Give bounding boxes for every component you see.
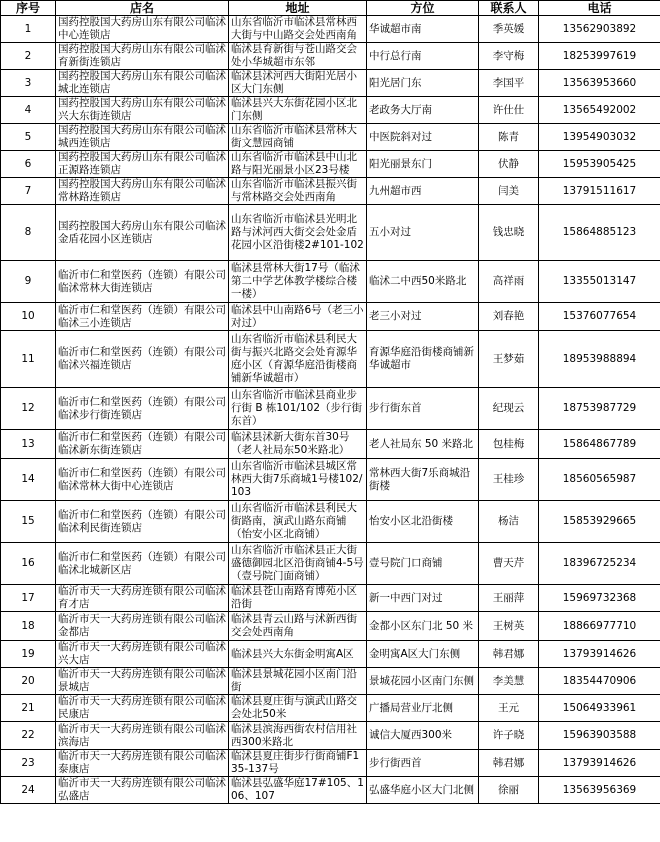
cell-contact: 杨洁 bbox=[479, 501, 539, 543]
cell-contact: 陈青 bbox=[479, 124, 539, 151]
cell-no: 17 bbox=[1, 585, 56, 612]
cell-phone: 18953988894 bbox=[539, 331, 660, 388]
header-address: 地址 bbox=[229, 1, 367, 16]
header-name: 店名 bbox=[56, 1, 229, 16]
cell-address: 山东省临沂市临沭县利民大街路南，演武山路东商铺（怡安小区北商铺） bbox=[229, 501, 367, 543]
cell-address: 山东省临沂市临沭县光明北路与沭河西大街交会处金盾花园小区沿街楼2#101-102 bbox=[229, 205, 367, 261]
cell-name: 国药控股国大药房山东有限公司临沭城北连锁店 bbox=[56, 70, 229, 97]
table-row bbox=[1, 543, 660, 585]
header-location: 方位 bbox=[367, 1, 479, 16]
table-row bbox=[1, 331, 660, 388]
cell-name: 临沂市仁和堂医药（连锁）有限公司临沭北城新区店 bbox=[56, 543, 229, 585]
cell-location: 广播局营业厅北侧 bbox=[367, 695, 479, 722]
cell-name: 临沂市仁和堂医药（连锁）有限公司临沭利民街连锁店 bbox=[56, 501, 229, 543]
table-row bbox=[1, 16, 660, 43]
table-row bbox=[1, 777, 660, 804]
cell-name: 临沂市仁和堂医药（连锁）有限公司临沭三小连锁店 bbox=[56, 303, 229, 331]
cell-location: 老人社局东 50 米路北 bbox=[367, 430, 479, 459]
cell-contact: 刘春艳 bbox=[479, 303, 539, 331]
cell-address: 临沭县兴大东街金明寓A区 bbox=[229, 641, 367, 668]
cell-no: 5 bbox=[1, 124, 56, 151]
cell-no: 15 bbox=[1, 501, 56, 543]
cell-contact: 李国平 bbox=[479, 70, 539, 97]
cell-name: 临沂市天一大药房连锁有限公司临沭育才店 bbox=[56, 585, 229, 612]
cell-address: 山东省临沂市临沭县中山北路与阳光丽景小区23号楼 bbox=[229, 151, 367, 178]
cell-phone: 18354470906 bbox=[539, 668, 660, 695]
cell-location: 诚信大厦西300米 bbox=[367, 722, 479, 750]
cell-address: 临沭县夏庄街与演武山路交会处北50米 bbox=[229, 695, 367, 722]
cell-location: 常林西大街7乐商城沿街楼 bbox=[367, 459, 479, 501]
cell-contact: 王树英 bbox=[479, 612, 539, 641]
cell-phone: 13563956369 bbox=[539, 777, 660, 804]
cell-phone: 13355013147 bbox=[539, 261, 660, 303]
cell-phone: 15064933961 bbox=[539, 695, 660, 722]
cell-name: 临沂市仁和堂医药（连锁）有限公司临沭常林大街中心连锁店 bbox=[56, 459, 229, 501]
cell-phone: 15376077654 bbox=[539, 303, 660, 331]
header-contact: 联系人 bbox=[479, 1, 539, 16]
cell-address: 山东省临沂市临沭县商业步行街 B 栋101/102（步行街东首） bbox=[229, 388, 367, 430]
cell-phone: 13791511617 bbox=[539, 178, 660, 205]
cell-location: 华诚超市南 bbox=[367, 16, 479, 43]
cell-no: 13 bbox=[1, 430, 56, 459]
cell-no: 7 bbox=[1, 178, 56, 205]
cell-no: 16 bbox=[1, 543, 56, 585]
table-row bbox=[1, 151, 660, 178]
cell-location: 中行总行南 bbox=[367, 43, 479, 70]
table-row bbox=[1, 303, 660, 331]
cell-name: 国药控股国大药房山东有限公司临沭城西连锁店 bbox=[56, 124, 229, 151]
cell-no: 10 bbox=[1, 303, 56, 331]
table-row bbox=[1, 585, 660, 612]
cell-contact: 闫美 bbox=[479, 178, 539, 205]
cell-phone: 15864885123 bbox=[539, 205, 660, 261]
cell-location: 金都小区东门北 50 米 bbox=[367, 612, 479, 641]
cell-phone: 15853929665 bbox=[539, 501, 660, 543]
cell-location: 中医院斜对过 bbox=[367, 124, 479, 151]
cell-contact: 徐丽 bbox=[479, 777, 539, 804]
cell-address: 临沭县青云山路与沭新西街交会处西南角 bbox=[229, 612, 367, 641]
cell-no: 11 bbox=[1, 331, 56, 388]
cell-phone: 13954903032 bbox=[539, 124, 660, 151]
cell-name: 临沂市天一大药房连锁有限公司临沭弘盛店 bbox=[56, 777, 229, 804]
table-row bbox=[1, 261, 660, 303]
cell-phone: 18396725234 bbox=[539, 543, 660, 585]
cell-name: 临沂市天一大药房连锁有限公司临沭兴大店 bbox=[56, 641, 229, 668]
table-row bbox=[1, 43, 660, 70]
cell-address: 山东省临沂市临沭县振兴街与常林路交会处西南角 bbox=[229, 178, 367, 205]
cell-name: 国药控股国大药房山东有限公司临沭正源路连锁店 bbox=[56, 151, 229, 178]
cell-name: 临沂市天一大药房连锁有限公司临沭泰康店 bbox=[56, 750, 229, 777]
cell-phone: 18253997619 bbox=[539, 43, 660, 70]
cell-name: 临沂市仁和堂医药（连锁）有限公司临沭步行街连锁店 bbox=[56, 388, 229, 430]
cell-address: 临沭县景城花园小区南门沿街 bbox=[229, 668, 367, 695]
header-row bbox=[1, 1, 660, 16]
cell-no: 22 bbox=[1, 722, 56, 750]
cell-address: 临沭县沭河西大街阳光居小区大门东侧 bbox=[229, 70, 367, 97]
cell-no: 9 bbox=[1, 261, 56, 303]
table-row bbox=[1, 612, 660, 641]
cell-contact: 纪现云 bbox=[479, 388, 539, 430]
cell-contact: 许仕仕 bbox=[479, 97, 539, 124]
cell-address: 临沭县弘盛华庭17#105、106、107 bbox=[229, 777, 367, 804]
cell-no: 18 bbox=[1, 612, 56, 641]
cell-address: 山东省临沂市临沭县利民大街与振兴北路交会处育源华庭小区（育源华庭沿街楼商铺新华诚超市） bbox=[229, 331, 367, 388]
cell-no: 20 bbox=[1, 668, 56, 695]
cell-contact: 韩君娜 bbox=[479, 750, 539, 777]
cell-phone: 13565492002 bbox=[539, 97, 660, 124]
cell-location: 阳光丽景东门 bbox=[367, 151, 479, 178]
cell-contact: 包桂梅 bbox=[479, 430, 539, 459]
cell-contact: 高祥雨 bbox=[479, 261, 539, 303]
table-row bbox=[1, 722, 660, 750]
table-row bbox=[1, 459, 660, 501]
cell-phone: 13562903892 bbox=[539, 16, 660, 43]
cell-name: 国药控股国大药房山东有限公司临沭金盾花园小区连锁店 bbox=[56, 205, 229, 261]
table-row bbox=[1, 430, 660, 459]
cell-name: 临沂市天一大药房连锁有限公司临沭民康店 bbox=[56, 695, 229, 722]
table-row bbox=[1, 501, 660, 543]
cell-address: 临沭县育新街与苍山路交会处小华城超市东邻 bbox=[229, 43, 367, 70]
cell-no: 1 bbox=[1, 16, 56, 43]
cell-address: 山东省临沂市临沭县城区常林西大街7乐商城1号楼102/103 bbox=[229, 459, 367, 501]
cell-no: 2 bbox=[1, 43, 56, 70]
table-row bbox=[1, 641, 660, 668]
cell-name: 国药控股国大药房山东有限公司临沭中心连锁店 bbox=[56, 16, 229, 43]
cell-location: 临沭二中西50米路北 bbox=[367, 261, 479, 303]
table-row bbox=[1, 750, 660, 777]
cell-location: 阳光居门东 bbox=[367, 70, 479, 97]
cell-contact: 王丽萍 bbox=[479, 585, 539, 612]
cell-location: 步行街西首 bbox=[367, 750, 479, 777]
cell-no: 6 bbox=[1, 151, 56, 178]
cell-no: 14 bbox=[1, 459, 56, 501]
cell-no: 23 bbox=[1, 750, 56, 777]
cell-no: 24 bbox=[1, 777, 56, 804]
cell-location: 老政务大厅南 bbox=[367, 97, 479, 124]
cell-name: 国药控股国大药房山东有限公司临沭兴大东街连锁店 bbox=[56, 97, 229, 124]
cell-location: 老三小对过 bbox=[367, 303, 479, 331]
cell-no: 8 bbox=[1, 205, 56, 261]
cell-address: 临沭县苍山南路育博苑小区沿街 bbox=[229, 585, 367, 612]
cell-contact: 李守梅 bbox=[479, 43, 539, 70]
cell-phone: 13563953660 bbox=[539, 70, 660, 97]
cell-contact: 钱忠晓 bbox=[479, 205, 539, 261]
cell-no: 19 bbox=[1, 641, 56, 668]
cell-contact: 王元 bbox=[479, 695, 539, 722]
cell-name: 临沂市仁和堂医药（连锁）有限公司临沭常林大街连锁店 bbox=[56, 261, 229, 303]
cell-name: 国药控股国大药房山东有限公司临沭育新街连锁店 bbox=[56, 43, 229, 70]
cell-name: 临沂市天一大药房连锁有限公司临沭滨海店 bbox=[56, 722, 229, 750]
cell-contact: 季英媛 bbox=[479, 16, 539, 43]
cell-location: 弘盛华庭小区大门北侧 bbox=[367, 777, 479, 804]
cell-location: 育源华庭沿街楼商铺新华诚超市 bbox=[367, 331, 479, 388]
cell-address: 临沭县中山南路6号（老三小对过） bbox=[229, 303, 367, 331]
cell-contact: 曹天芹 bbox=[479, 543, 539, 585]
cell-phone: 18560565987 bbox=[539, 459, 660, 501]
cell-address: 临沭县滨海西街农村信用社西300米路北 bbox=[229, 722, 367, 750]
cell-location: 金明寓A区大门东侧 bbox=[367, 641, 479, 668]
cell-name: 临沂市天一大药房连锁有限公司临沭景城店 bbox=[56, 668, 229, 695]
table-row bbox=[1, 124, 660, 151]
cell-name: 临沂市仁和堂医药（连锁）有限公司临沭新东街连锁店 bbox=[56, 430, 229, 459]
cell-name: 国药控股国大药房山东有限公司临沭常林路连锁店 bbox=[56, 178, 229, 205]
cell-phone: 18866977710 bbox=[539, 612, 660, 641]
table-row bbox=[1, 97, 660, 124]
cell-address: 临沭县兴大东街花园小区北门东侧 bbox=[229, 97, 367, 124]
cell-phone: 15963903588 bbox=[539, 722, 660, 750]
cell-contact: 许子晓 bbox=[479, 722, 539, 750]
table-row bbox=[1, 668, 660, 695]
cell-no: 12 bbox=[1, 388, 56, 430]
cell-contact: 王梦茹 bbox=[479, 331, 539, 388]
cell-phone: 15969732368 bbox=[539, 585, 660, 612]
cell-location: 怡安小区北沿街楼 bbox=[367, 501, 479, 543]
cell-phone: 15864867789 bbox=[539, 430, 660, 459]
cell-location: 景城花园小区南门东侧 bbox=[367, 668, 479, 695]
cell-phone: 13793914626 bbox=[539, 641, 660, 668]
cell-address: 临沭县常林大街17号（临沭第二中学艺体教学楼综合楼一楼） bbox=[229, 261, 367, 303]
cell-no: 3 bbox=[1, 70, 56, 97]
cell-no: 21 bbox=[1, 695, 56, 722]
cell-location: 新一中西门对过 bbox=[367, 585, 479, 612]
header-no: 序号 bbox=[1, 1, 56, 16]
table-row bbox=[1, 695, 660, 722]
header-phone: 电话 bbox=[539, 1, 660, 16]
cell-contact: 韩君娜 bbox=[479, 641, 539, 668]
cell-name: 临沂市天一大药房连锁有限公司临沭金都店 bbox=[56, 612, 229, 641]
table-row bbox=[1, 205, 660, 261]
cell-location: 九州超市西 bbox=[367, 178, 479, 205]
table-row bbox=[1, 70, 660, 97]
cell-location: 壹号院门口商铺 bbox=[367, 543, 479, 585]
cell-name: 临沂市仁和堂医药（连锁）有限公司临沭兴福连锁店 bbox=[56, 331, 229, 388]
cell-address: 临沭县沭新大街东首30号（老人社局东50米路北） bbox=[229, 430, 367, 459]
cell-location: 步行街东首 bbox=[367, 388, 479, 430]
cell-address: 山东省临沂市临沭县正大街盛德御园北区沿街商铺4-5号（壹号院门面商铺） bbox=[229, 543, 367, 585]
cell-no: 4 bbox=[1, 97, 56, 124]
table-row bbox=[1, 388, 660, 430]
cell-address: 山东省临沂市临沭县常林大街文慧园商铺 bbox=[229, 124, 367, 151]
cell-address: 山东省临沂市临沭县常林西大街与中山路交会处西南角 bbox=[229, 16, 367, 43]
cell-phone: 15953905425 bbox=[539, 151, 660, 178]
table-row bbox=[1, 178, 660, 205]
cell-phone: 18753987729 bbox=[539, 388, 660, 430]
cell-contact: 王桂珍 bbox=[479, 459, 539, 501]
cell-contact: 伏静 bbox=[479, 151, 539, 178]
cell-contact: 李美慧 bbox=[479, 668, 539, 695]
cell-address: 临沭县夏庄街步行街商铺F135-137号 bbox=[229, 750, 367, 777]
cell-phone: 13793914626 bbox=[539, 750, 660, 777]
cell-location: 五小对过 bbox=[367, 205, 479, 261]
